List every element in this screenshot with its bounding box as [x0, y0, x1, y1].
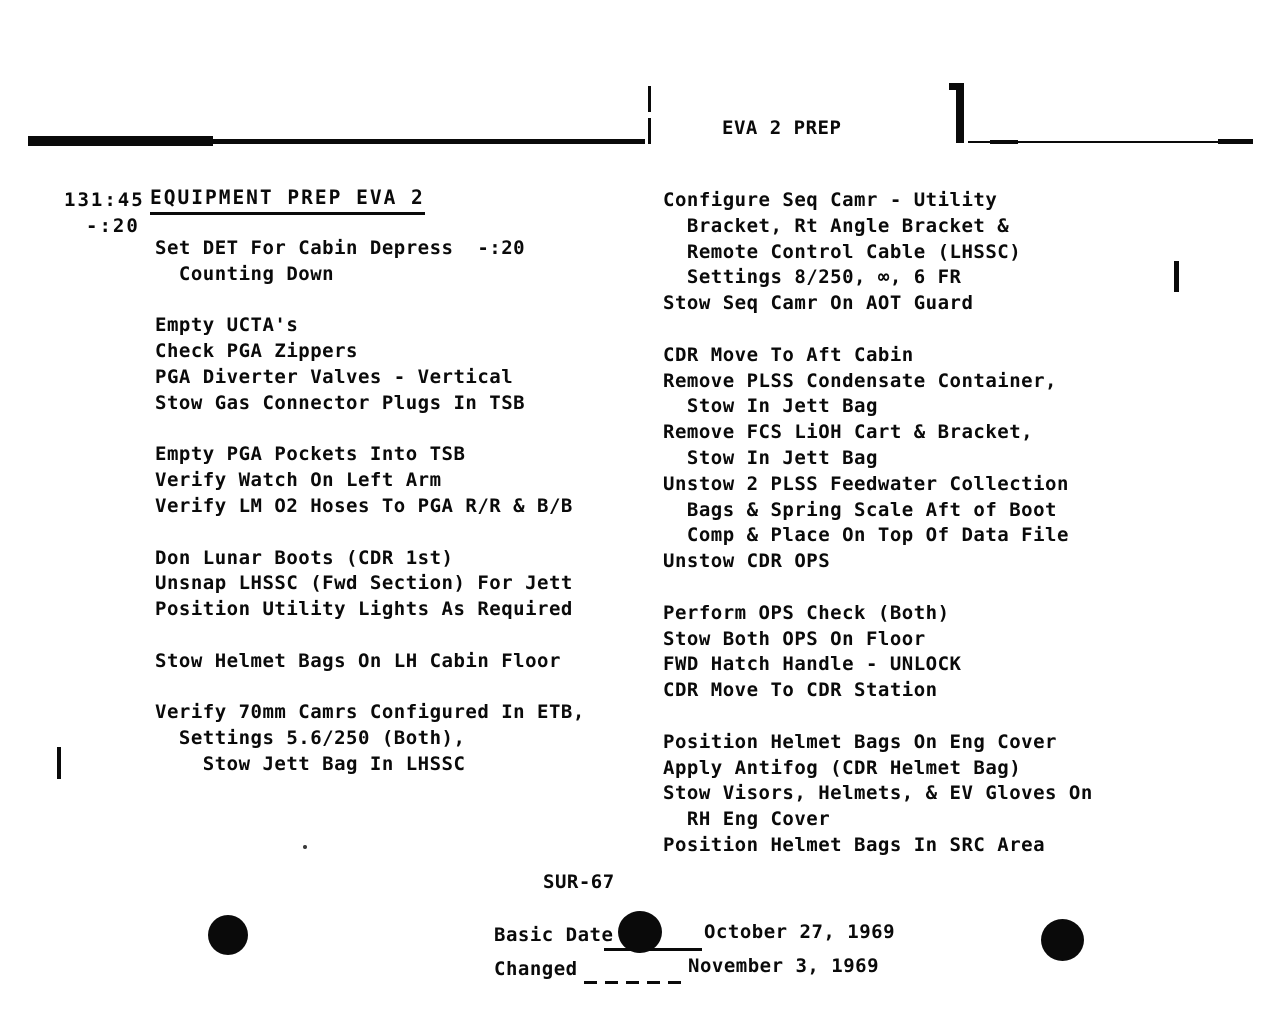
section-time: 131:45: [64, 189, 145, 211]
checklist-line: Settings 8/250, ∞, 6 FR: [663, 266, 962, 289]
bracket-mark: [956, 83, 964, 143]
page-number: SUR-67: [543, 871, 615, 893]
checklist-right-column: [663, 188, 1093, 859]
checklist-line: Remove PLSS Condensate Container,: [663, 369, 1057, 392]
checklist-line: Unsnap LHSSC (Fwd Section) For Jett: [155, 572, 573, 595]
checklist-line: Verify LM O2 Hoses To PGA R/R & B/B: [155, 494, 573, 517]
checklist-line: [663, 575, 1093, 601]
top-rule-right-thick-end: [1218, 139, 1253, 144]
ink-blot: [618, 911, 662, 953]
basic-date-value: October 27, 1969: [704, 921, 896, 943]
checklist-line: Set DET For Cabin Depress -:20: [155, 237, 526, 259]
checklist-line: Unstow 2 PLSS Feedwater Collection: [663, 472, 1069, 495]
punch-hole-left: [208, 915, 248, 955]
margin-tick-left: [57, 747, 61, 779]
registration-tick-center-upper: [648, 86, 651, 112]
checklist-line: [663, 704, 1093, 730]
checklist-line: Comp & Place On Top Of Data File: [663, 524, 1069, 547]
checklist-line: Empty PGA Pockets Into TSB: [155, 443, 466, 466]
registration-tick-center-lower: [648, 118, 651, 144]
section-countdown: -:20: [86, 215, 140, 237]
checklist-line: Don Lunar Boots (CDR 1st): [155, 546, 454, 569]
top-rule-right-blot: [990, 140, 1018, 144]
checklist-line: [155, 623, 585, 649]
checklist-line: Stow Visors, Helmets, & EV Gloves On: [663, 782, 1093, 805]
checklist-line: Counting Down: [155, 262, 335, 285]
checklist-line: Position Helmet Bags On Eng Cover: [663, 730, 1057, 753]
checklist-line: RH Eng Cover: [663, 808, 831, 831]
checklist-line: Stow Both OPS On Floor: [663, 627, 926, 650]
checklist-line: Empty UCTA's: [155, 314, 299, 337]
checklist-line: Remove FCS LiOH Cart & Bracket,: [663, 421, 1034, 444]
page-title: EVA 2 PREP: [722, 117, 842, 139]
checklist-line: [663, 317, 1093, 343]
punch-hole-right: [1041, 919, 1084, 961]
section-title: EQUIPMENT PREP EVA 2: [150, 186, 425, 215]
checklist-line: Stow Gas Connector Plugs In TSB: [155, 391, 526, 414]
checklist-line: Position Utility Lights As Required: [155, 598, 573, 621]
checklist-line: Settings 5.6/250 (Both),: [155, 727, 466, 750]
checklist-line: PGA Diverter Valves - Vertical: [155, 365, 514, 388]
checklist-line: Stow Helmet Bags On LH Cabin Floor: [155, 649, 561, 672]
checklist-line: Stow In Jett Bag: [663, 446, 878, 469]
checklist-line: [155, 675, 585, 701]
basic-date-underline: [604, 948, 702, 951]
changed-value: November 3, 1969: [688, 955, 880, 977]
checklist-line: Stow In Jett Bag: [663, 395, 878, 418]
checklist-line: [155, 288, 585, 314]
checklist-line: [155, 520, 585, 546]
changed-underline: [584, 981, 686, 984]
checklist-line: Configure Seq Camr - Utility: [663, 189, 998, 211]
checklist-line: CDR Move To Aft Cabin: [663, 343, 914, 366]
checklist-line: Perform OPS Check (Both): [663, 601, 950, 624]
checklist-line: Stow Seq Camr On AOT Guard: [663, 292, 974, 315]
checklist-line: CDR Move To CDR Station: [663, 679, 938, 702]
checklist-line: FWD Hatch Handle - UNLOCK: [663, 653, 962, 676]
checklist-line: Bracket, Rt Angle Bracket &: [663, 214, 1010, 237]
checklist-line: Verify 70mm Camrs Configured In ETB,: [155, 701, 585, 724]
checklist-line: Unstow CDR OPS: [663, 550, 831, 573]
top-rule-left-thick-end: [28, 136, 213, 146]
checklist-left-column: [155, 236, 585, 778]
checklist-line: [155, 417, 585, 443]
checklist-line: Position Helmet Bags In SRC Area: [663, 833, 1046, 856]
checklist-line: Bags & Spring Scale Aft of Boot: [663, 498, 1057, 521]
checklist-line: Remote Control Cable (LHSSC): [663, 240, 1022, 263]
changed-label: Changed: [494, 958, 578, 980]
basic-date-label: Basic Date: [494, 924, 614, 946]
checklist-line: Apply Antifog (CDR Helmet Bag): [663, 756, 1022, 779]
margin-tick-right: [1174, 261, 1179, 292]
checklist-line: Stow Jett Bag In LHSSC: [155, 752, 466, 775]
checklist-line: Verify Watch On Left Arm: [155, 469, 442, 492]
paper-speck: [303, 845, 307, 849]
checklist-line: Check PGA Zippers: [155, 340, 358, 363]
